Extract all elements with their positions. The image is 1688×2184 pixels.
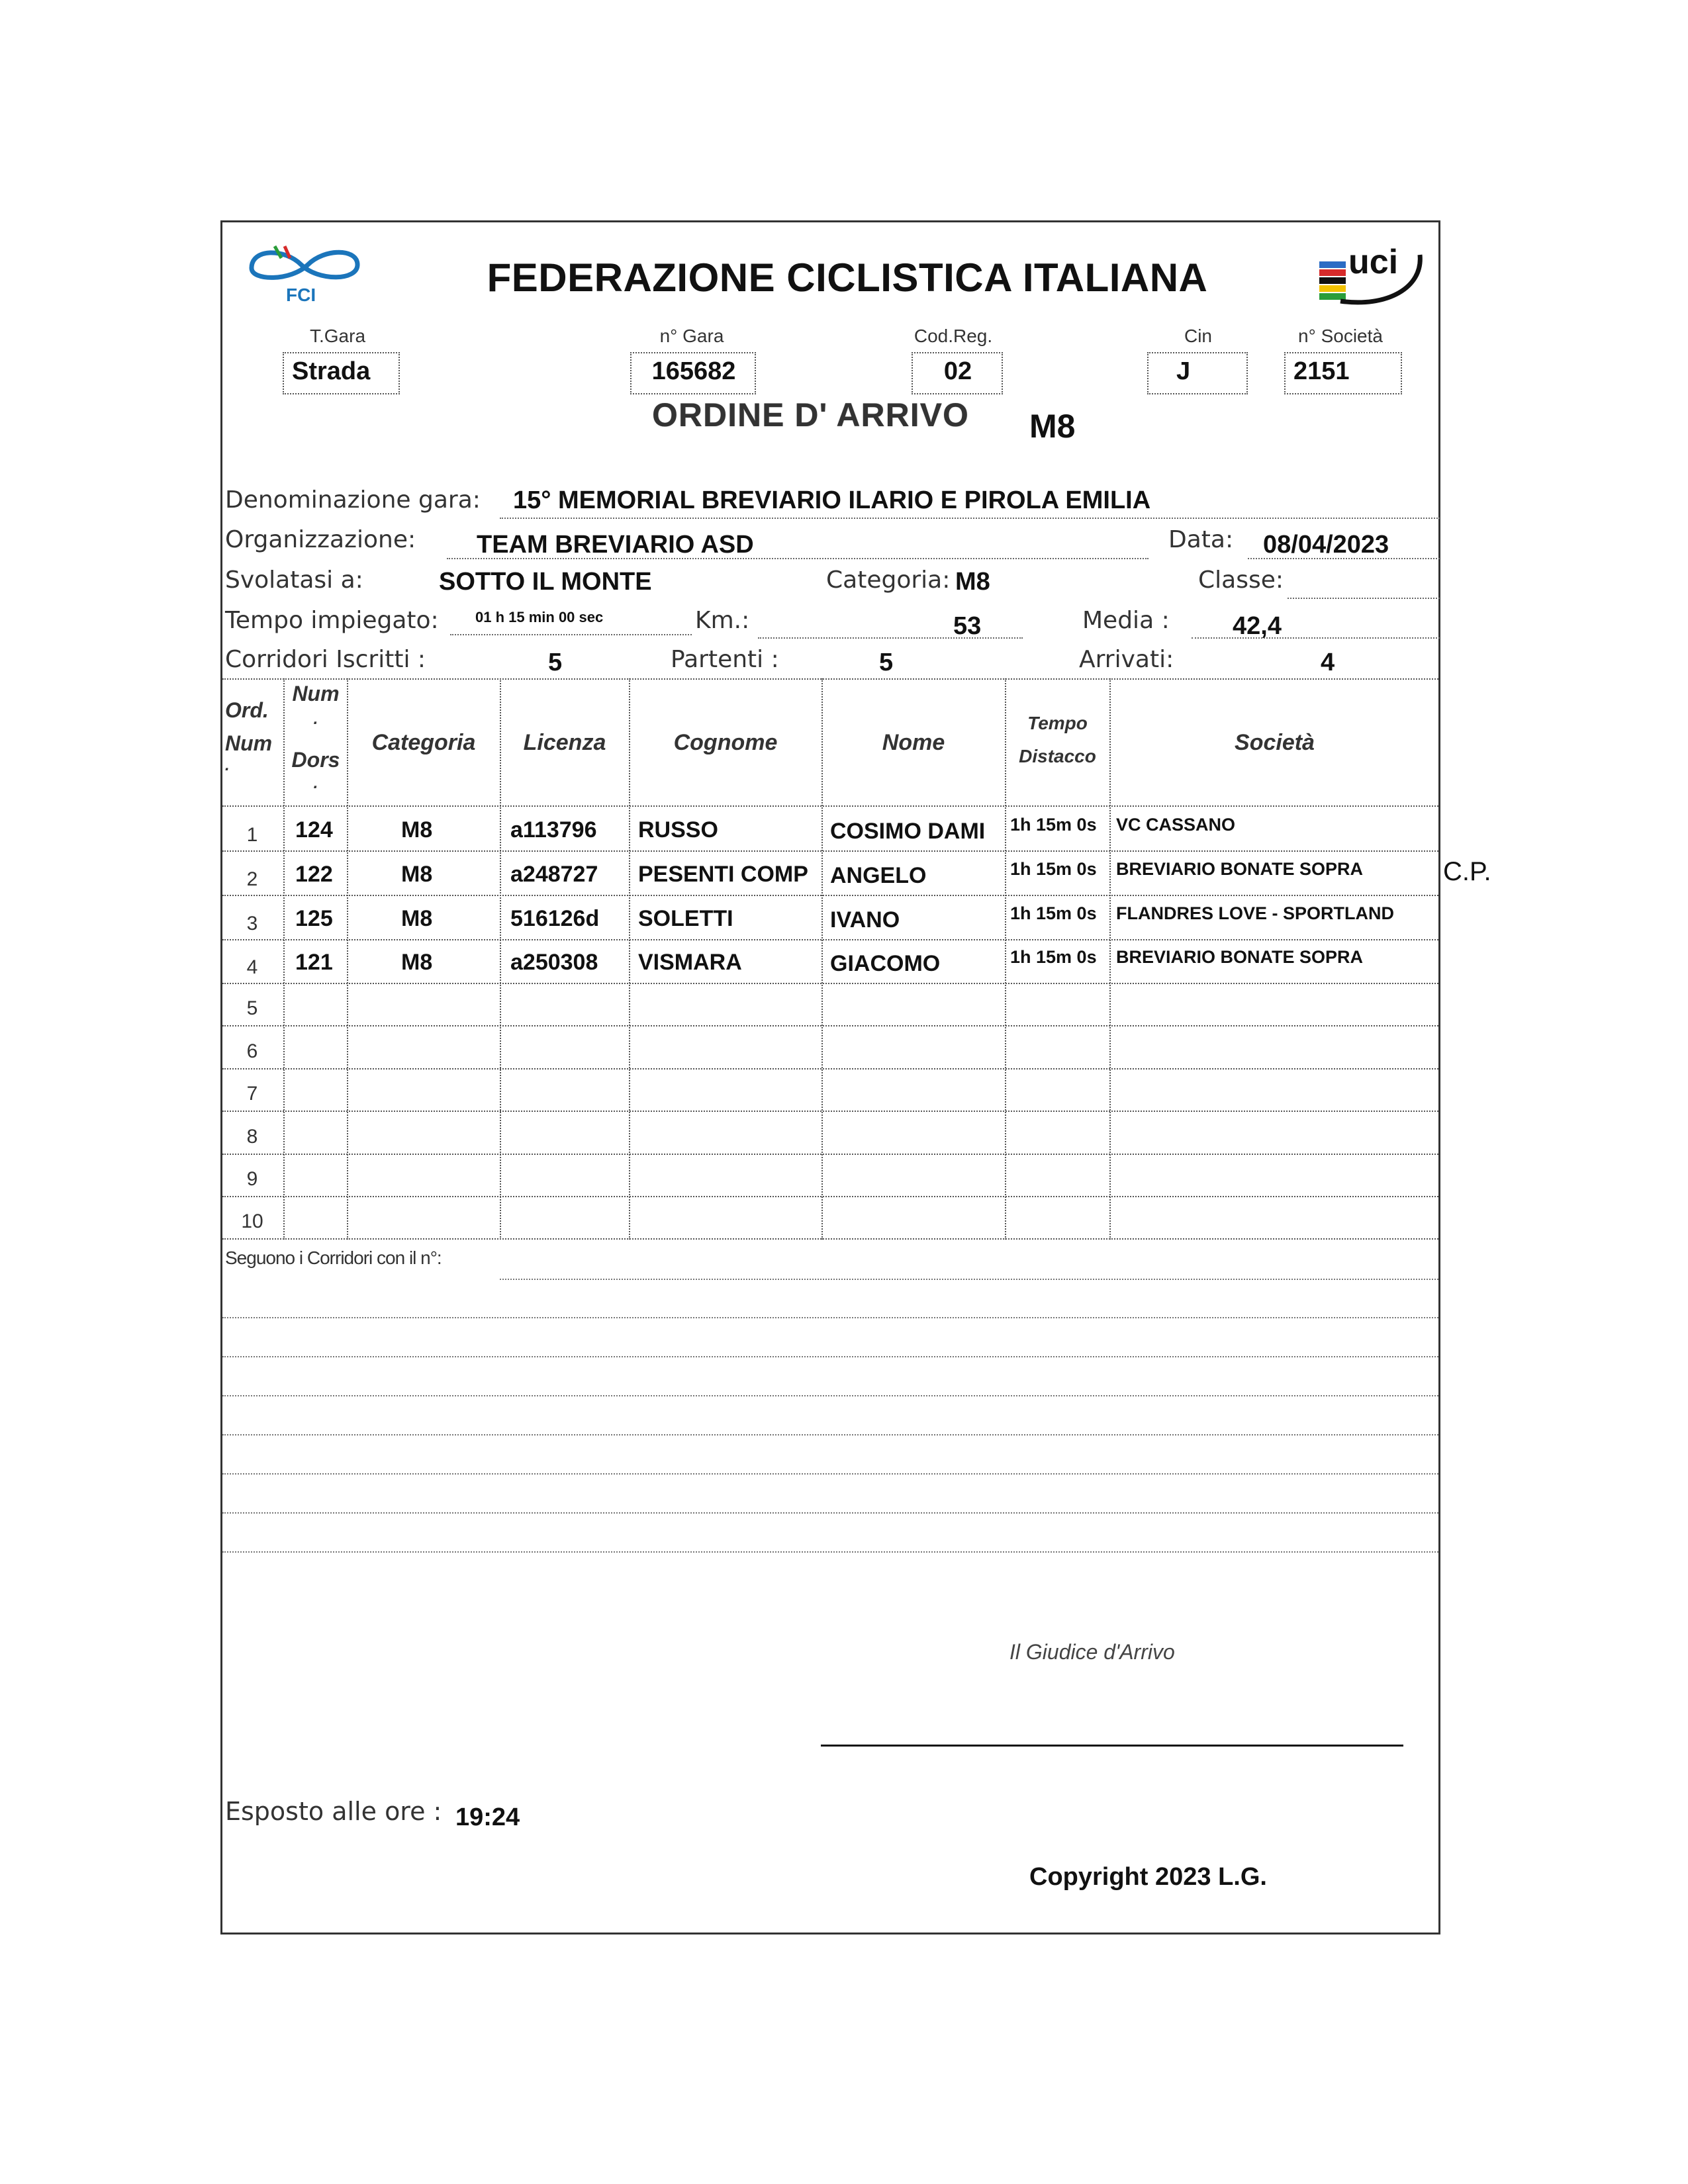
row-ord: 7 [246, 1083, 258, 1105]
header-tempo-2: Distacco [1019, 746, 1096, 766]
ngara-field[interactable]: 165682 [630, 352, 756, 394]
fci-logo [238, 238, 371, 304]
row-line [222, 895, 1438, 896]
side-note: C.P. [1443, 857, 1491, 886]
nsocieta-field[interactable]: 2151 [1284, 352, 1402, 394]
signature-line[interactable] [821, 1745, 1403, 1747]
svg-text:FCI: FCI [286, 285, 316, 304]
row-ord: 6 [246, 1040, 258, 1062]
row-tempo: 1h 15m 0s [1010, 815, 1097, 835]
row-line [222, 1025, 1438, 1026]
row-cognome: RUSSO [638, 817, 718, 842]
row-line [222, 805, 1438, 807]
exposed-time: 19:24 [455, 1803, 520, 1831]
federation-title: FEDERAZIONE CICLISTICA ITALIANA [487, 255, 1208, 300]
tgara-field[interactable]: Strada [283, 352, 400, 394]
judge-label: Il Giudice d'Arrivo [1009, 1640, 1175, 1664]
row-line [222, 1196, 1438, 1197]
categoria-value[interactable]: M8 [955, 568, 990, 596]
row-societa: FLANDRES LOVE - SPORTLAND [1116, 903, 1395, 923]
row-nome: GIACOMO [830, 951, 941, 976]
organizzazione-label: Organizzazione: [225, 526, 416, 553]
row-ord: 9 [246, 1168, 258, 1190]
codreg-label: Cod.Reg. [914, 326, 993, 346]
header-tempo-1: Tempo [1027, 713, 1088, 733]
col-divider [283, 678, 285, 1240]
row-ord: 2 [246, 868, 258, 890]
header-nome: Nome [882, 730, 945, 755]
km-value[interactable]: 53 [953, 612, 982, 640]
uci-logo [1314, 235, 1427, 311]
tempo-line [450, 634, 692, 635]
follow-line[interactable] [222, 1356, 1438, 1357]
row-line [222, 1154, 1438, 1155]
follow-line[interactable] [222, 1512, 1438, 1514]
svolatasi-value[interactable]: SOTTO IL MONTE [439, 568, 652, 596]
media-label: Media : [1082, 607, 1170, 634]
row-cognome: SOLETTI [638, 906, 733, 931]
col-divider [821, 678, 823, 1240]
media-value[interactable]: 42,4 [1233, 612, 1282, 640]
tempo-label: Tempo impiegato: [225, 607, 439, 634]
row-num: 121 [295, 950, 333, 975]
col-divider [1109, 678, 1111, 1240]
col-divider [500, 678, 501, 1240]
categoria-label: Categoria: [826, 567, 951, 594]
row-tempo: 1h 15m 0s [1010, 903, 1097, 923]
row-line [222, 850, 1438, 852]
row-line [222, 1111, 1438, 1112]
doc-title: ORDINE D' ARRIVO [652, 396, 969, 433]
iscritti-label: Corridori Iscritti : [225, 646, 426, 673]
header-num-1: Num [292, 682, 340, 705]
row-num: 125 [295, 906, 333, 931]
ngara-label: n° Gara [659, 326, 724, 346]
row-licenza: 516126d [510, 906, 600, 931]
copyright: Copyright 2023 L.G. [1029, 1863, 1267, 1891]
exposed-label: Esposto alle ore : [225, 1797, 442, 1826]
km-line [758, 637, 1023, 639]
row-tempo: 1h 15m 0s [1010, 947, 1097, 967]
row-num: 122 [295, 862, 333, 887]
data-value[interactable]: 08/04/2023 [1263, 531, 1389, 559]
classe-line [1288, 598, 1440, 599]
header-ord-1: Ord. [225, 698, 269, 722]
row-licenza: a113796 [510, 817, 597, 842]
header-num-2: . [313, 710, 318, 728]
follow-line[interactable] [222, 1551, 1438, 1553]
row-licenza: a250308 [510, 950, 598, 975]
organizzazione-value[interactable]: TEAM BREVIARIO ASD [477, 531, 754, 559]
row-line [222, 983, 1438, 984]
media-line [1192, 637, 1440, 639]
data-label: Data: [1168, 526, 1234, 553]
row-societa: VC CASSANO [1116, 815, 1236, 835]
row-ord: 10 [241, 1210, 263, 1232]
header-categoria: Categoria [371, 730, 476, 755]
denominazione-line [500, 518, 1440, 519]
header-num-3: Dors [291, 748, 340, 772]
row-cognome: VISMARA [638, 950, 742, 975]
row-categoria: M8 [401, 950, 433, 975]
arrivati-label: Arrivati: [1079, 646, 1174, 673]
svg-text:uci: uci [1348, 243, 1399, 281]
row-societa: BREVIARIO BONATE SOPRA [1116, 859, 1364, 879]
header-cognome: Cognome [673, 730, 778, 755]
row-nome: ANGELO [830, 863, 927, 888]
codreg-field[interactable]: 02 [912, 352, 1003, 394]
table-top-line [222, 678, 1438, 680]
row-categoria: M8 [401, 817, 433, 842]
row-categoria: M8 [401, 906, 433, 931]
row-line [222, 1068, 1438, 1069]
col-divider [629, 678, 630, 1240]
row-ord: 5 [246, 997, 258, 1019]
denominazione-value[interactable]: 15° MEMORIAL BREVIARIO ILARIO E PIROLA EMILIA [513, 486, 1151, 514]
row-licenza: a248727 [510, 862, 598, 887]
row-nome: IVANO [830, 907, 900, 933]
col-divider [347, 678, 348, 1240]
tgara-label: T.Gara [309, 326, 366, 346]
follow-line[interactable] [222, 1434, 1438, 1435]
header-ord-3: . [225, 756, 230, 774]
doc-category: M8 [1029, 408, 1076, 445]
row-categoria: M8 [401, 862, 433, 887]
km-label: Km.: [695, 607, 750, 634]
row-societa: BREVIARIO BONATE SOPRA [1116, 947, 1364, 967]
header-societa: Società [1235, 730, 1315, 755]
cin-field[interactable]: J [1147, 352, 1248, 394]
row-ord: 4 [246, 956, 258, 978]
partenti-label: Partenti : [671, 646, 779, 673]
follow-line[interactable] [222, 1317, 1438, 1318]
follow-label: Seguono i Corridori con il n°: [225, 1248, 442, 1268]
row-line [222, 1238, 1438, 1240]
follow-line[interactable] [222, 1473, 1438, 1475]
row-ord: 3 [246, 913, 258, 934]
partenti-value[interactable]: 5 [879, 649, 894, 676]
organizzazione-line [447, 558, 1149, 559]
follow-line[interactable] [222, 1395, 1438, 1396]
results-table [222, 678, 1438, 1240]
row-ord: 1 [246, 824, 258, 846]
row-tempo: 1h 15m 0s [1010, 859, 1097, 879]
header-ord-2: Num [225, 731, 273, 755]
header-num-4: . [313, 774, 318, 792]
follow-line[interactable] [500, 1279, 1438, 1280]
nsocieta-label: n° Società [1298, 326, 1383, 346]
cin-label: Cin [1184, 326, 1212, 346]
header-licenza: Licenza [523, 730, 606, 755]
classe-label: Classe: [1198, 567, 1284, 594]
data-line [1248, 558, 1440, 559]
denominazione-label: Denominazione gara: [225, 486, 481, 514]
arrivati-value[interactable]: 4 [1321, 649, 1335, 676]
row-line [222, 939, 1438, 940]
svolatasi-label: Svolatasi a: [225, 567, 363, 594]
row-cognome: PESENTI COMP [638, 862, 808, 887]
row-ord: 8 [246, 1126, 258, 1148]
tempo-value[interactable]: 01 h 15 min 00 sec [475, 609, 604, 625]
row-nome: COSIMO DAMI [830, 819, 986, 844]
iscritti-value[interactable]: 5 [548, 649, 563, 676]
row-num: 124 [295, 817, 333, 842]
